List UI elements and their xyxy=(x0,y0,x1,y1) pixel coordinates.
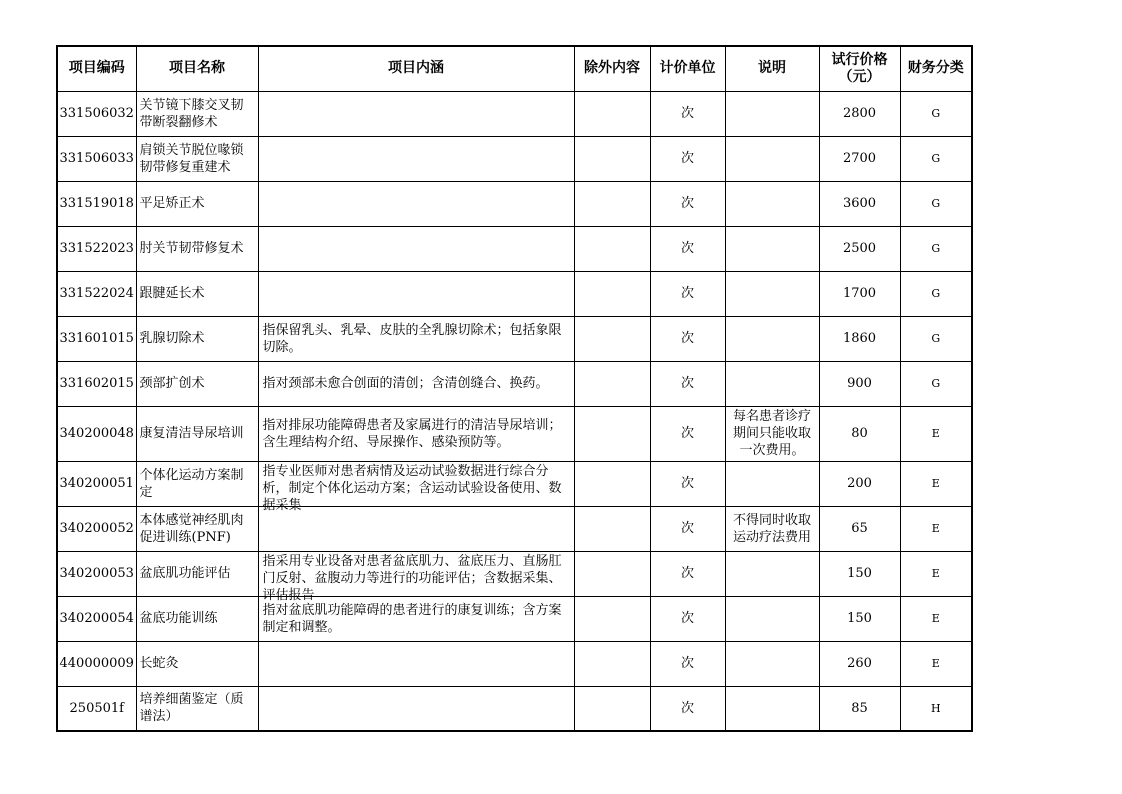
note-text xyxy=(726,92,819,135)
cell-excluded xyxy=(574,551,650,596)
cell-category: E xyxy=(900,551,972,596)
cell-category: E xyxy=(900,641,972,686)
cell-name: 跟腱延长术 xyxy=(136,271,258,316)
cell-code: 331522023 xyxy=(57,226,136,271)
table-row xyxy=(57,461,972,506)
cell-note xyxy=(725,91,819,136)
table-row xyxy=(57,551,972,596)
cell-code: 331601015 xyxy=(57,316,136,361)
table-row xyxy=(57,596,972,641)
cell-code: 340200052 xyxy=(57,506,136,551)
table-row xyxy=(57,271,972,316)
cell-excluded xyxy=(574,181,650,226)
cell-price: 200 xyxy=(819,461,900,506)
cell-excluded xyxy=(574,406,650,461)
cell-category: G xyxy=(900,316,972,361)
cell-excluded xyxy=(574,226,650,271)
cell-content xyxy=(258,316,574,361)
cell-name: 肘关节韧带修复术 xyxy=(136,226,258,271)
cell-unit: 次 xyxy=(650,686,725,731)
cell-note xyxy=(725,641,819,686)
cell-unit: 次 xyxy=(650,271,725,316)
cell-content xyxy=(258,641,574,686)
cell-content xyxy=(258,406,574,461)
table-row xyxy=(57,406,972,461)
cell-price: 900 xyxy=(819,361,900,406)
cell-code: 331506033 xyxy=(57,136,136,181)
cell-excluded xyxy=(574,91,650,136)
content-text: 指采用专业设备对患者盆底肌力、盆底压力、直肠肛门反射、盆腹动力等进行的功能评估；含数据采集、评估报告 xyxy=(262,554,562,603)
cell-price: 3600 xyxy=(819,181,900,226)
content-text xyxy=(259,227,574,270)
cell-unit: 次 xyxy=(650,641,725,686)
content-text: 指对颈部未愈合创面的清创；含清创缝合、换药。 xyxy=(262,376,549,391)
cell-note xyxy=(725,271,819,316)
note-text: 不得同时收取运动疗法费用 xyxy=(732,512,811,545)
cell-price: 150 xyxy=(819,551,900,596)
header-note: 说明 xyxy=(725,46,819,91)
cell-name: 盆底肌功能评估 xyxy=(136,551,258,596)
cell-category: G xyxy=(900,136,972,181)
table-row xyxy=(57,361,972,406)
cell-unit: 次 xyxy=(650,361,725,406)
cell-name: 个体化运动方案制定 xyxy=(136,461,258,506)
header-code: 项目编码 xyxy=(57,46,136,91)
cell-price: 80 xyxy=(819,406,900,461)
note-text xyxy=(726,317,819,360)
cell-name: 关节镜下膝交叉韧带断裂翻修术 xyxy=(136,91,258,136)
cell-category: G xyxy=(900,181,972,226)
content-text xyxy=(259,92,574,135)
note-text xyxy=(726,272,819,315)
cell-excluded xyxy=(574,271,650,316)
note-text xyxy=(726,362,819,405)
content-text: 指对排尿功能障碍患者及家属进行的清洁导尿培训；含生理结构介绍、导尿操作、感染预防等。 xyxy=(262,417,562,450)
content-text xyxy=(259,687,574,730)
cell-category: G xyxy=(900,361,972,406)
cell-content xyxy=(258,686,574,731)
cell-code: 331522024 xyxy=(57,271,136,316)
cell-excluded xyxy=(574,461,650,506)
cell-excluded xyxy=(574,136,650,181)
note-text xyxy=(726,182,819,225)
cell-name: 颈部扩创术 xyxy=(136,361,258,406)
cell-price: 65 xyxy=(819,506,900,551)
cell-name: 盆底功能训练 xyxy=(136,596,258,641)
cell-name: 乳腺切除术 xyxy=(136,316,258,361)
note-text xyxy=(726,552,819,595)
cell-price: 150 xyxy=(819,596,900,641)
cell-unit: 次 xyxy=(650,226,725,271)
cell-note xyxy=(725,181,819,226)
cell-unit: 次 xyxy=(650,91,725,136)
cell-content xyxy=(258,226,574,271)
cell-name: 康复清洁导尿培训 xyxy=(136,406,258,461)
cell-price: 1700 xyxy=(819,271,900,316)
cell-unit: 次 xyxy=(650,506,725,551)
cell-note xyxy=(725,316,819,361)
cell-category: G xyxy=(900,91,972,136)
cell-code: 250501f xyxy=(57,686,136,731)
cell-category: G xyxy=(900,226,972,271)
cell-note xyxy=(725,461,819,506)
cell-price: 2500 xyxy=(819,226,900,271)
cell-content xyxy=(258,551,574,603)
cell-name: 平足矫正术 xyxy=(136,181,258,226)
content-text: 指专业医师对患者病情及运动试验数据进行综合分析，制定个体化运动方案；含运动试验设备使用、数据采集 xyxy=(262,464,562,513)
price-table xyxy=(56,45,973,732)
note-text xyxy=(726,137,819,180)
cell-excluded xyxy=(574,596,650,641)
content-text xyxy=(259,642,574,685)
cell-code: 340200051 xyxy=(57,461,136,506)
cell-content xyxy=(258,181,574,226)
cell-note xyxy=(725,506,819,551)
table-row xyxy=(57,91,972,136)
cell-note xyxy=(725,551,819,596)
cell-excluded xyxy=(574,686,650,731)
cell-name: 肩锁关节脱位喙锁韧带修复重建术 xyxy=(136,136,258,181)
cell-code: 440000009 xyxy=(57,641,136,686)
cell-note xyxy=(725,686,819,731)
table-row xyxy=(57,181,972,226)
cell-note xyxy=(725,226,819,271)
cell-name: 培养细菌鉴定（质谱法） xyxy=(136,686,258,731)
cell-content xyxy=(258,91,574,136)
cell-excluded xyxy=(574,316,650,361)
cell-note xyxy=(725,406,819,461)
content-text: 指保留乳头、乳晕、皮肤的全乳腺切除术；包括象限切除。 xyxy=(262,322,562,355)
content-text xyxy=(259,137,574,180)
cell-note xyxy=(725,361,819,406)
content-text: 指对盆底肌功能障碍的患者进行的康复训练；含方案制定和调整。 xyxy=(262,602,562,635)
cell-code: 331602015 xyxy=(57,361,136,406)
cell-price: 2700 xyxy=(819,136,900,181)
cell-code: 331506032 xyxy=(57,91,136,136)
cell-content xyxy=(258,136,574,181)
cell-code: 340200054 xyxy=(57,596,136,641)
header-name: 项目名称 xyxy=(136,46,258,91)
cell-unit: 次 xyxy=(650,316,725,361)
table-row xyxy=(57,686,972,731)
cell-unit: 次 xyxy=(650,181,725,226)
cell-category: H xyxy=(900,686,972,731)
table-row xyxy=(57,316,972,361)
cell-unit: 次 xyxy=(650,551,725,596)
content-text xyxy=(259,272,574,315)
header-category: 财务分类 xyxy=(900,46,972,91)
cell-category: E xyxy=(900,506,972,551)
cell-content xyxy=(258,461,574,513)
cell-name: 本体感觉神经肌肉促进训练(PNF) xyxy=(136,506,258,551)
cell-price: 1860 xyxy=(819,316,900,361)
cell-note xyxy=(725,596,819,641)
cell-excluded xyxy=(574,641,650,686)
cell-category: E xyxy=(900,461,972,506)
header-price: 试行价格 （元） xyxy=(819,46,900,91)
cell-code: 340200048 xyxy=(57,406,136,461)
cell-note xyxy=(725,136,819,181)
cell-unit: 次 xyxy=(650,461,725,506)
cell-price: 85 xyxy=(819,686,900,731)
header-unit: 计价单位 xyxy=(650,46,725,91)
header-content: 项目内涵 xyxy=(258,46,574,91)
note-text xyxy=(726,597,819,640)
header-row xyxy=(57,46,972,91)
note-text: 每名患者诊疗期间只能收取一次费用。 xyxy=(732,409,811,458)
header-excluded: 除外内容 xyxy=(574,46,650,91)
cell-category: E xyxy=(900,406,972,461)
cell-content xyxy=(258,271,574,316)
cell-excluded xyxy=(574,506,650,551)
cell-unit: 次 xyxy=(650,406,725,461)
note-text xyxy=(726,687,819,730)
table-row xyxy=(57,226,972,271)
cell-price: 260 xyxy=(819,641,900,686)
cell-name: 长蛇灸 xyxy=(136,641,258,686)
cell-content xyxy=(258,361,574,406)
table-row xyxy=(57,641,972,686)
cell-unit: 次 xyxy=(650,596,725,641)
cell-code: 331519018 xyxy=(57,181,136,226)
note-text xyxy=(726,227,819,270)
cell-code: 340200053 xyxy=(57,551,136,596)
content-text xyxy=(259,182,574,225)
note-text xyxy=(726,642,819,685)
cell-content xyxy=(258,596,574,641)
cell-excluded xyxy=(574,361,650,406)
cell-unit: 次 xyxy=(650,136,725,181)
cell-price: 2800 xyxy=(819,91,900,136)
table-row xyxy=(57,136,972,181)
cell-category: E xyxy=(900,596,972,641)
note-text xyxy=(726,462,819,505)
cell-category: G xyxy=(900,271,972,316)
